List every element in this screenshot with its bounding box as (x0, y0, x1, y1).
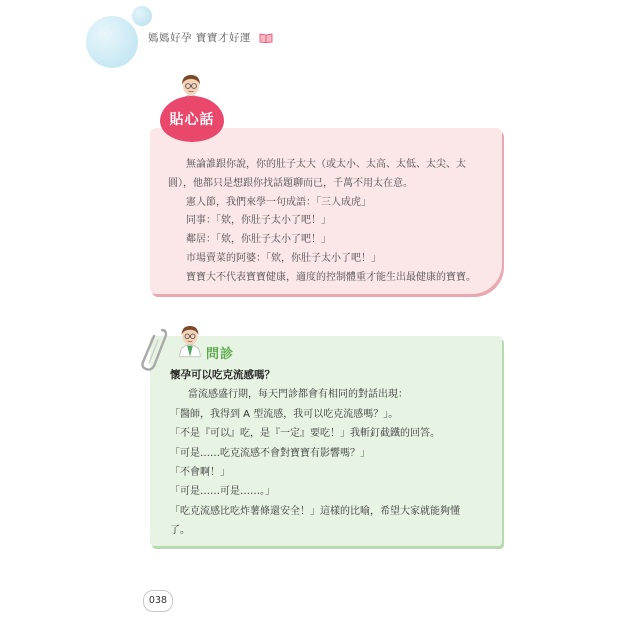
tip-badge (160, 96, 224, 142)
consult-line: 當流感盛行期，每天門診都會有相同的對話出現： (188, 389, 408, 401)
tip-line: 鄰居：「欸，你肚子太小了吧！」 (186, 234, 331, 246)
consult-line: 「可是……可是……。」 (170, 486, 275, 498)
tip-line: 同事：「欸，你肚子太小了吧！」 (186, 215, 331, 227)
paperclip-icon (136, 326, 170, 372)
tip-line: 圓），他都只是想跟你找話題聊而已，千萬不用太在意。 (168, 177, 413, 189)
doctor-avatar-icon (176, 322, 204, 358)
consult-badge: 問診 (206, 347, 235, 362)
open-book-icon (259, 33, 273, 43)
consult-body (170, 366, 492, 541)
tip-line: 憲人節，我們來學一句成語：「三人成虎」 (186, 196, 371, 208)
decorative-bubble-large (86, 16, 138, 68)
consult-line: 「不會啊！」 (170, 467, 230, 479)
tip-line: 無論誰跟你說，你的肚子太大（或太小、太高、太低、太尖、太 (186, 159, 466, 170)
running-header (148, 30, 273, 45)
tip-line: 寶寶大不代表寶寶健康，適度的控制體重才能生出最健康的寶寶。 (186, 271, 476, 283)
decorative-bubble-small (132, 6, 152, 26)
consult-line: 「可是……吃克流感不會對寶寶有影響嗎？」 (170, 447, 370, 459)
book-title: 媽媽好孕 寶寶才好運 (148, 32, 251, 44)
consult-line: 「吃克流感比吃炸薯條還安全！」這樣的比喻，希望大家就能夠懂 (170, 505, 460, 517)
consult-line: 「不是『可以』吃，是『一定』要吃！」我斬釘截鐵的回答。 (170, 428, 440, 440)
consult-line: 「醫師，我得到 A 型流感，我可以吃克流感嗎？」。 (170, 408, 399, 420)
page-number: 038 (143, 590, 173, 612)
consult-question: 懷孕可以吃克流感嗎？ (170, 369, 275, 381)
consult-line: 了。 (170, 525, 190, 537)
tip-body (168, 156, 486, 288)
tip-badge-label: 貼心話 (169, 112, 215, 128)
tip-line: 市場賣菜的阿婆：「欸，你肚子太小了吧！」 (186, 252, 381, 264)
